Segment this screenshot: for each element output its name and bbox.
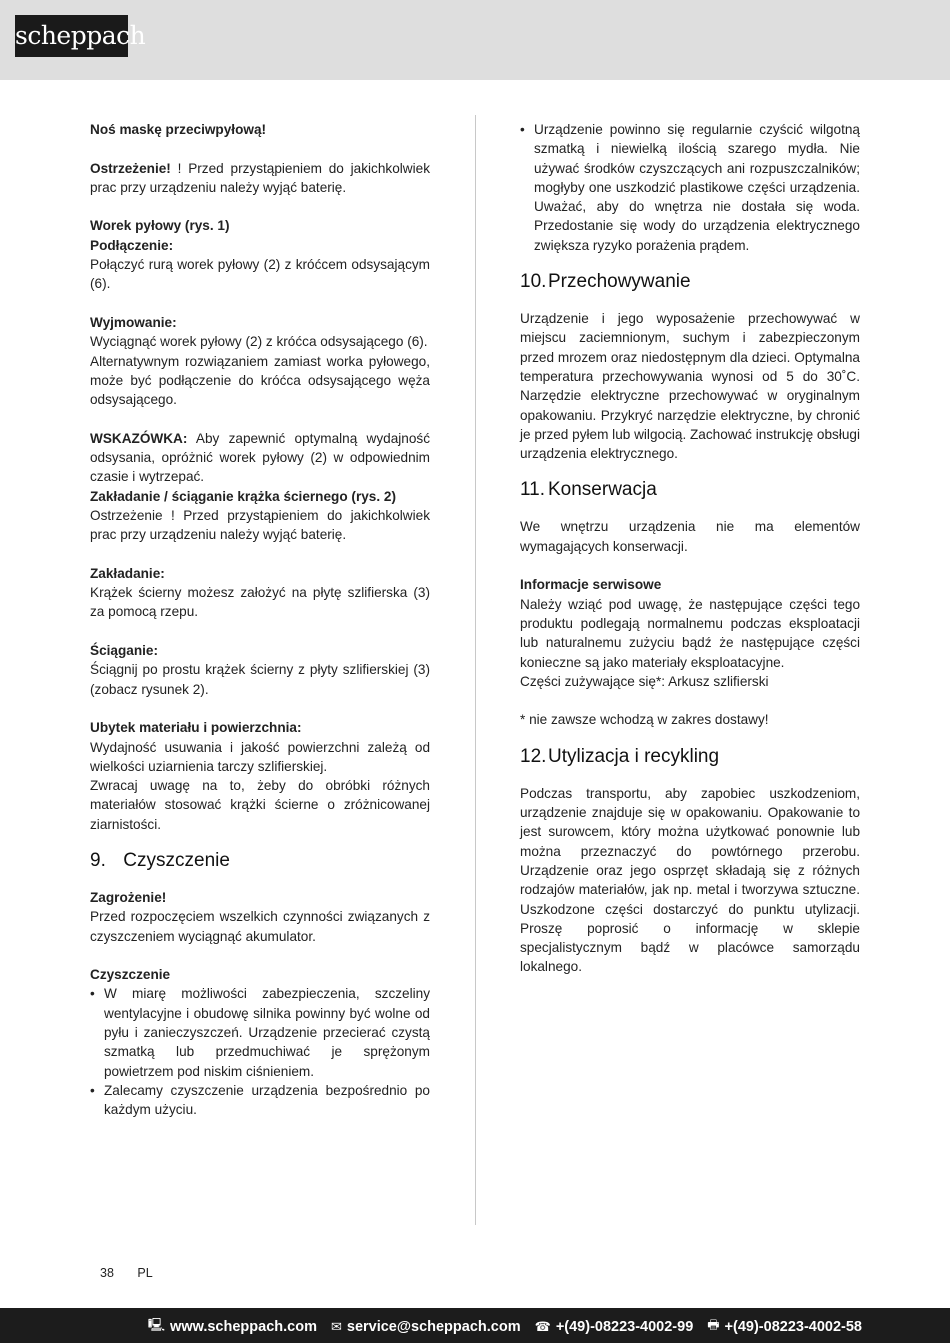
detach-text: Ściągnij po prostu krążek ścierny z płyty szlifierskiej (3) (zobacz rysunek 2). (90, 662, 430, 697)
cleaning-list (90, 984, 430, 1119)
list-item: • Zalecamy czyszczenie urządzenia bezpośrednio po każdym użyciu. (90, 1082, 430, 1118)
hint-text: Aby zapewnić optymalną wydajność odsysania, opróżnić worek pyłowy (2) w odpowiednim czasie i wytrzepać. (90, 430, 430, 485)
page-language: PL (137, 1266, 153, 1280)
connect-heading: Podłączenie: (90, 237, 174, 253)
footer-email[interactable] (331, 1316, 521, 1338)
danger-heading: Zagrożenie! (90, 889, 167, 905)
cleaning-list-cont (520, 120, 860, 255)
section-9-heading (90, 849, 430, 873)
remove-text: Wyciągnąć worek pyłowy (2) z króćca odsysającego (6). (90, 334, 428, 350)
alternative-text: Alternatywnym rozwiązaniem zamiast worka pyłowego, może być podłączenie do króćca odsysającego węża odsysającego. (90, 353, 430, 408)
battery-warning (90, 159, 430, 198)
dust-bag-heading: Worek pyłowy (rys. 1) (90, 218, 230, 234)
list-item: • W miarę możliwości zabezpieczenia, szczeliny wentylacyjne i obudowę silnika powinny być wolne od pyłu i zanieczyszczeń. Urządzenie przecierać czystą szmatką lub przedmuchiwać je sprężonym powietrzem pod niskim ciśnieniem. (90, 986, 430, 1079)
computer-icon: 🖳 (147, 1318, 166, 1333)
material-loss-heading: Ubytek materiału i powierzchnia: (90, 720, 302, 736)
maintenance-text: We wnętrzu urządzenia nie ma elementów wymagających konserwacji. (520, 519, 860, 554)
danger-text: Przed rozpoczęciem wszelkich czynności związanych z czyszczeniem wyciągnąć akumulator. (90, 909, 430, 944)
scheppach-logo: scheppach (15, 15, 128, 57)
attach-text: Krążek ścierny możesz założyć na płytę szlifierska (3) za pomocą rzepu. (90, 585, 430, 620)
remove-heading: Wyjmowanie: (90, 314, 177, 330)
sanding-pad-heading: Zakładanie / ściąganie krążka ściernego (rys. 2) (90, 488, 397, 504)
wear-parts: Części zużywające się*: Arkusz szlifierski (520, 673, 769, 689)
phone-icon: ☎ (534, 1319, 551, 1335)
column-divider (475, 115, 476, 1225)
fax-icon: 🖶 (707, 1318, 720, 1333)
header-bar (0, 0, 950, 80)
list-item: • Urządzenie powinno się regularnie czyścić wilgotną szmatką i niewielką ilością szarego mydła. Nie używać środków czyszczących ani rozpuszczalników; mogłyby one uszkodzić plastikowe części urządzenia. Uważać, aby do wnętrza nie dostała się woda. Przedostanie się wody do urządzenia elektrycznego zwiększa ryzyko porażenia prądem. (520, 122, 860, 253)
section-number: 12. (520, 745, 547, 767)
section-number: 9. (90, 849, 106, 871)
section-11-heading (520, 478, 860, 502)
section-number: 10. (520, 271, 547, 293)
section-10-heading (520, 270, 860, 294)
email-link[interactable]: service@scheppach.com (346, 1319, 521, 1335)
disposal-text: Podczas transportu, aby zapobiec uszkodzeniom, urządzenie znajduje się w opakowaniu. Opakowanie to jest surowcem, który można użytkować ponownie lub można przeznaczyć do powtórnego przerobu. Urządzenie oraz jego osprzęt składają się z różnych rodzajów materiałów, jak np. metal i tworzywa sztuczne. Uszkodzone części dostarczyć do punktu utylizacji. Proszę poprosić o informację w sklepie specjalistycznym bądź w placówce samorządu lokalnego. (520, 785, 860, 975)
section-title: Czyszczenie (123, 849, 230, 871)
footer-website[interactable] (148, 1316, 317, 1338)
service-heading: Informacje serwisowe (520, 577, 662, 593)
hint-label: WSKAZÓWKA: (90, 430, 188, 446)
detach-heading: Ściąganie: (90, 643, 158, 659)
fax-number: +(49)-08223-4002-58 (724, 1319, 862, 1335)
service-text: Należy wziąć pod uwagę, że następujące części tego produktu podlegają normalnemu podczas eksploatacji lub naturalnemu zużyciu bądź że następujące części konieczne są jako materiały eksploatacyjne. (520, 596, 860, 670)
section-12-heading (520, 745, 860, 769)
warning-text: ! Przed przystąpieniem do jakichkolwiek prac przy urządzeniu należy wyjąć baterię. (90, 160, 430, 195)
left-column (90, 120, 430, 1120)
section-title: Utylizacja i recykling (548, 745, 720, 767)
section-title: Przechowywanie (548, 271, 691, 293)
cleaning-heading: Czyszczenie (90, 967, 171, 983)
footnote: * nie zawsze wchodzą w zakres dostawy! (520, 712, 769, 728)
section-number: 11. (520, 479, 546, 501)
material-loss-advice: Zwracaj uwagę na to, żeby do obróbki różnych materiałów stosować krążki ścierne o zróżnicowanej ziarnistości. (90, 778, 430, 832)
attach-heading: Zakładanie: (90, 565, 165, 581)
website-link[interactable]: www.scheppach.com (170, 1319, 317, 1335)
mask-warning: Noś maskę przeciwpyłową! (90, 122, 267, 137)
right-column (520, 120, 860, 977)
section-title: Konserwacja (548, 479, 657, 501)
connect-text: Połączyć rurą worek pyłowy (2) z króćcem odsysającym (6). (90, 257, 430, 292)
material-loss-text: Wydajność usuwania i jakość powierzchni zależą od wielkości uziarnienia tarczy szlifierskiej. (90, 739, 430, 774)
page-info (100, 1266, 173, 1280)
page-number: 38 (100, 1266, 114, 1280)
warning-label: Ostrzeżenie! (90, 160, 171, 176)
sanding-pad-warning: Ostrzeżenie ! Przed przystąpieniem do jakichkolwiek prac przy urządzeniu należy wyjąć baterię. (90, 507, 430, 543)
footer-bar (0, 1308, 950, 1343)
storage-text: Urządzenie i jego wyposażenie przechowywać w miejscu zaciemnionym, suchym i zabezpieczonym przed mrozem oraz niedostępnym dla dzieci. Optymalna temperatura przechowywania wynosi od 5 do 30˚C. Narzędzie elektryczne przechowywać w oryginalnym opakowaniu. Przykryć narzędzie elektryczne, by chronić je przed pyłem lub wilgocią. Zachować instrukcję obsługi urządzenia elektrycznego. (520, 311, 861, 462)
mail-icon: ✉ (330, 1319, 342, 1335)
hint-paragraph (90, 429, 430, 487)
phone-number: +(49)-08223-4002-99 (555, 1319, 694, 1335)
footer-fax (707, 1316, 862, 1338)
footer-phone (535, 1316, 694, 1338)
